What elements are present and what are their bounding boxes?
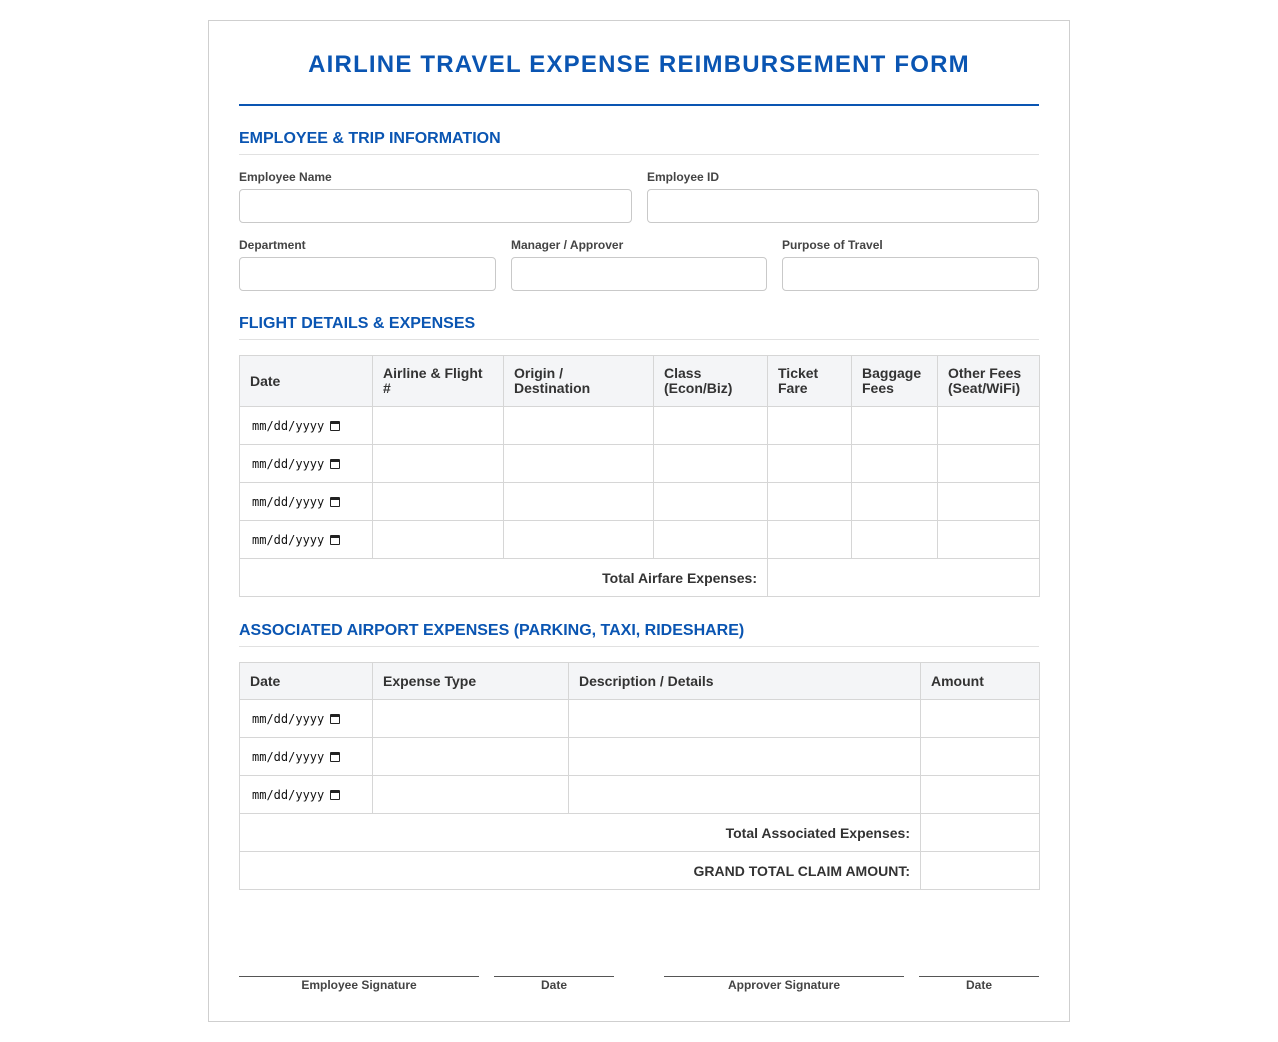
- date-input[interactable]: [240, 445, 373, 483]
- table-row: [240, 483, 1040, 521]
- ticket-cell[interactable]: [768, 521, 852, 559]
- baggage-cell[interactable]: [852, 445, 938, 483]
- total-associated-value: [921, 814, 1040, 852]
- description-cell[interactable]: [569, 776, 921, 814]
- origin-cell[interactable]: [504, 407, 654, 445]
- date-input[interactable]: [240, 776, 373, 814]
- date-input[interactable]: [240, 521, 373, 559]
- expense-type-cell[interactable]: [373, 700, 569, 738]
- flight-section-title: FLIGHT DETAILS & EXPENSES: [239, 315, 1039, 340]
- date-placeholder: mm/dd/yyyy: [252, 711, 325, 726]
- date-placeholder: mm/dd/yyyy: [252, 456, 325, 471]
- title-divider: [239, 104, 1039, 106]
- manager-input[interactable]: [511, 257, 767, 291]
- airport-table: [239, 662, 1040, 890]
- employee-id-label: Employee ID: [647, 170, 720, 184]
- other-fees-cell[interactable]: [938, 445, 1040, 483]
- origin-cell[interactable]: [504, 483, 654, 521]
- calendar-icon[interactable]: [330, 497, 340, 507]
- flight-header-date: Date: [240, 356, 373, 407]
- class-cell[interactable]: [654, 483, 768, 521]
- airport-section-title: ASSOCIATED AIRPORT EXPENSES (PARKING, TAXI, RIDESHARE): [239, 622, 1039, 647]
- grand-total-label: GRAND TOTAL CLAIM AMOUNT:: [240, 852, 921, 890]
- description-cell[interactable]: [569, 700, 921, 738]
- approver-date-line[interactable]: [919, 976, 1039, 977]
- class-cell[interactable]: [654, 521, 768, 559]
- table-row: [240, 521, 1040, 559]
- grand-total-row: [240, 852, 1040, 890]
- calendar-icon[interactable]: [330, 790, 340, 800]
- airline-cell[interactable]: [373, 483, 504, 521]
- approver-date-label: Date: [965, 978, 992, 992]
- table-row: [240, 407, 1040, 445]
- other-fees-cell[interactable]: [938, 407, 1040, 445]
- date-input[interactable]: [240, 483, 373, 521]
- flight-header-other: Other Fees (Seat/WiFi): [938, 356, 1040, 407]
- date-input[interactable]: [240, 407, 373, 445]
- calendar-icon[interactable]: [330, 535, 340, 545]
- flight-header-ticket: Ticket Fare: [768, 356, 852, 407]
- table-row: [240, 700, 1040, 738]
- table-row: [240, 445, 1040, 483]
- date-placeholder: mm/dd/yyyy: [252, 418, 325, 433]
- class-cell[interactable]: [654, 445, 768, 483]
- airport-header-date: Date: [240, 663, 373, 700]
- date-placeholder: mm/dd/yyyy: [252, 749, 325, 764]
- amount-cell[interactable]: [921, 700, 1040, 738]
- purpose-input[interactable]: [782, 257, 1039, 291]
- airline-cell[interactable]: [373, 407, 504, 445]
- other-fees-cell[interactable]: [938, 521, 1040, 559]
- employee-date-line[interactable]: [494, 976, 614, 977]
- employee-signature-label: Employee Signature: [301, 978, 417, 992]
- total-airfare-value: [768, 559, 1040, 597]
- flight-header-row: [240, 356, 1040, 407]
- date-placeholder: mm/dd/yyyy: [252, 532, 325, 547]
- approver-signature-line[interactable]: [664, 976, 904, 977]
- flight-header-baggage: Baggage Fees: [852, 356, 938, 407]
- purpose-label: Purpose of Travel: [782, 238, 883, 252]
- date-placeholder: mm/dd/yyyy: [252, 494, 325, 509]
- airline-cell[interactable]: [373, 521, 504, 559]
- airport-header-amount: Amount: [921, 663, 1040, 700]
- ticket-cell[interactable]: [768, 407, 852, 445]
- calendar-icon[interactable]: [330, 459, 340, 469]
- department-label: Department: [239, 238, 306, 252]
- table-row: [240, 776, 1040, 814]
- flight-header-airline: Airline & Flight #: [373, 356, 504, 407]
- date-placeholder: mm/dd/yyyy: [252, 787, 325, 802]
- employee-name-label: Employee Name: [239, 170, 332, 184]
- airport-total-row: [240, 814, 1040, 852]
- flight-header-origin: Origin / Destination: [504, 356, 654, 407]
- class-cell[interactable]: [654, 407, 768, 445]
- date-input[interactable]: [240, 700, 373, 738]
- baggage-cell[interactable]: [852, 407, 938, 445]
- expense-type-cell[interactable]: [373, 776, 569, 814]
- ticket-cell[interactable]: [768, 483, 852, 521]
- employee-name-input[interactable]: [239, 189, 632, 223]
- employee-date-label: Date: [540, 978, 567, 992]
- baggage-cell[interactable]: [852, 483, 938, 521]
- flight-table: [239, 355, 1040, 597]
- description-cell[interactable]: [569, 738, 921, 776]
- total-associated-label: Total Associated Expenses:: [240, 814, 921, 852]
- department-input[interactable]: [239, 257, 496, 291]
- amount-cell[interactable]: [921, 738, 1040, 776]
- amount-cell[interactable]: [921, 776, 1040, 814]
- flight-header-class: Class (Econ/Biz): [654, 356, 768, 407]
- manager-label: Manager / Approver: [511, 238, 624, 252]
- calendar-icon[interactable]: [330, 714, 340, 724]
- flight-total-row: [240, 559, 1040, 597]
- airport-header-description: Description / Details: [569, 663, 921, 700]
- table-row: [240, 738, 1040, 776]
- total-airfare-label: Total Airfare Expenses:: [240, 559, 768, 597]
- employee-section-title: EMPLOYEE & TRIP INFORMATION: [239, 130, 1039, 155]
- form-page: [208, 20, 1070, 1022]
- airport-header-row: [240, 663, 1040, 700]
- grand-total-value: [921, 852, 1040, 890]
- approver-signature-label: Approver Signature: [727, 978, 841, 992]
- expense-type-cell[interactable]: [373, 738, 569, 776]
- origin-cell[interactable]: [504, 445, 654, 483]
- employee-id-input[interactable]: [647, 189, 1039, 223]
- calendar-icon[interactable]: [330, 752, 340, 762]
- origin-cell[interactable]: [504, 521, 654, 559]
- baggage-cell[interactable]: [852, 521, 938, 559]
- ticket-cell[interactable]: [768, 445, 852, 483]
- other-fees-cell[interactable]: [938, 483, 1040, 521]
- employee-signature-line[interactable]: [239, 976, 479, 977]
- calendar-icon[interactable]: [330, 421, 340, 431]
- airport-header-type: Expense Type: [373, 663, 569, 700]
- airline-cell[interactable]: [373, 445, 504, 483]
- date-input[interactable]: [240, 738, 373, 776]
- form-title: AIRLINE TRAVEL EXPENSE REIMBURSEMENT FORM: [308, 51, 970, 78]
